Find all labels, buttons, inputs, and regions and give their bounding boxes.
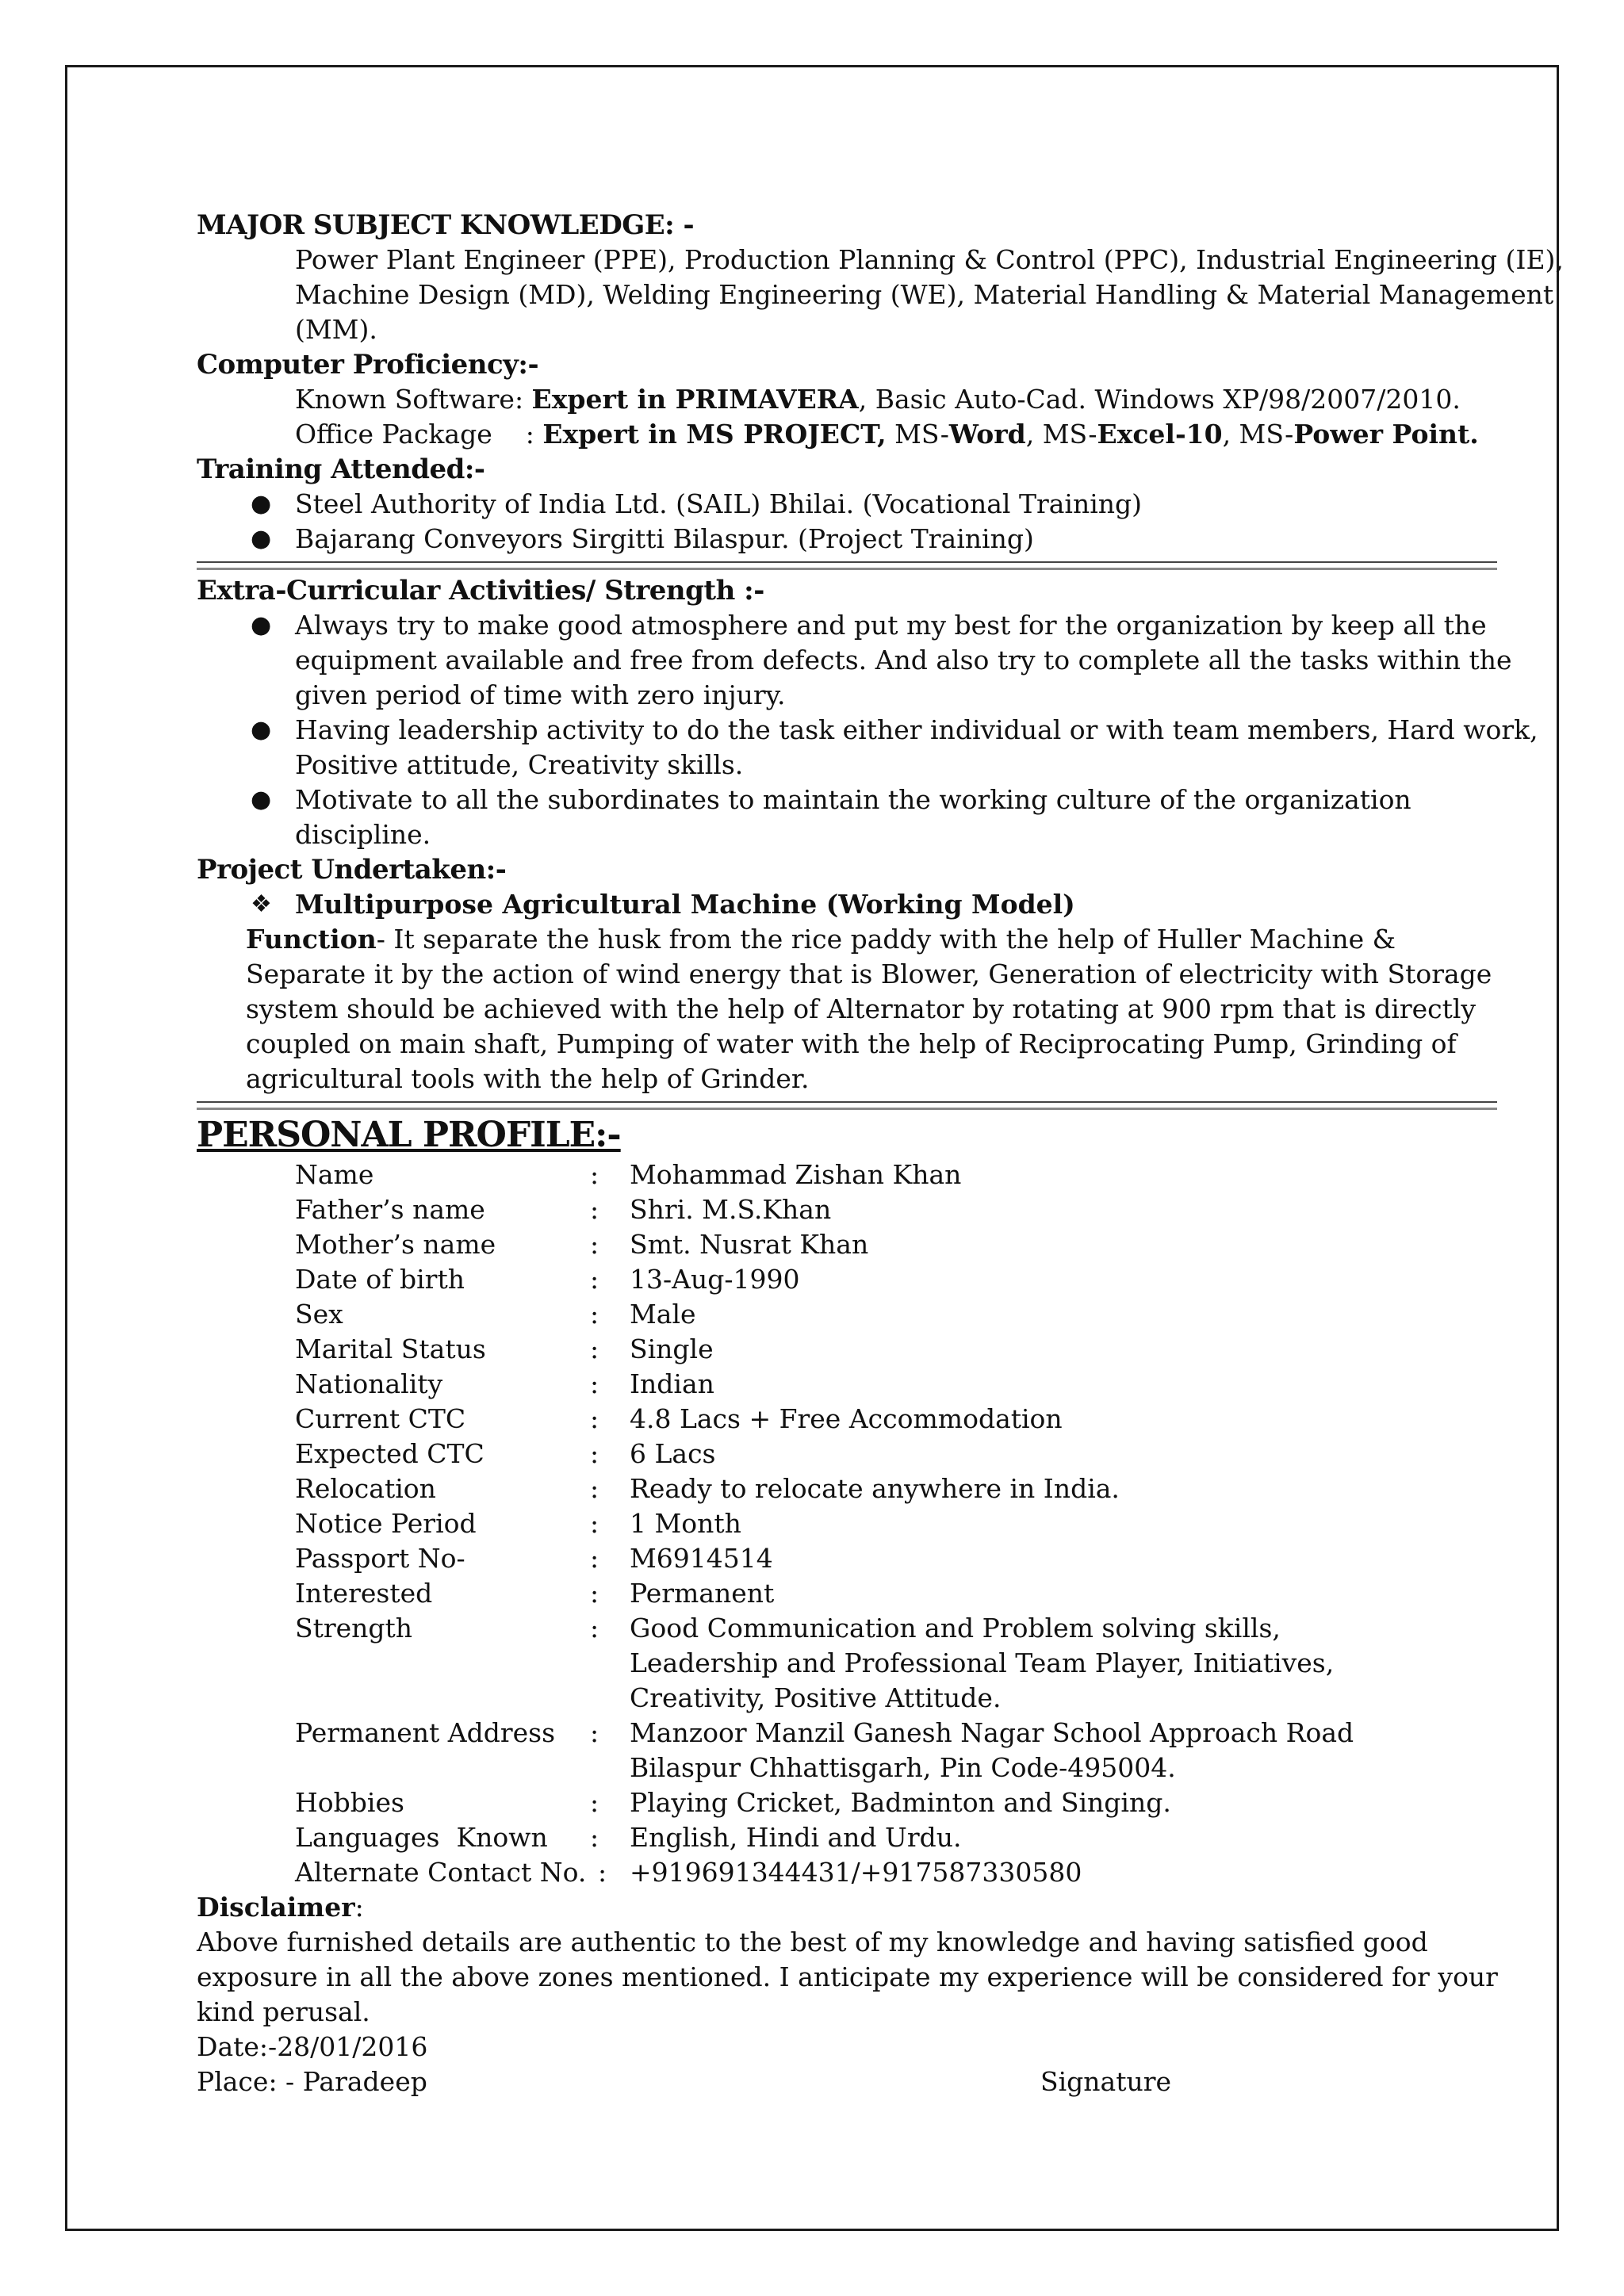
profile-key: Hobbies xyxy=(295,1787,404,1818)
place-text: Place: - Paradeep xyxy=(197,2066,427,2097)
disclaimer-heading-row xyxy=(197,1890,1545,1925)
bullet-icon: ● xyxy=(251,716,272,744)
training-item-text: Bajarang Conveyors Sirgitti Bilaspur. (Project Training) xyxy=(295,523,1034,554)
profile-value: Bilaspur Chhattisgarh, Pin Code-495004. xyxy=(630,1752,1176,1783)
major-subject-line: Machine Design (MD), Welding Engineering (WE), Material Handling & Material Management xyxy=(295,279,1554,310)
profile-colon: : xyxy=(590,1787,599,1818)
profile-key: Permanent Address xyxy=(295,1717,556,1748)
profile-row xyxy=(197,1192,1545,1227)
profile-row xyxy=(197,1437,1545,1471)
profile-key: Relocation xyxy=(295,1473,436,1504)
training-heading: Training Attended:- xyxy=(197,453,485,485)
profile-key: Nationality xyxy=(295,1368,443,1399)
profile-row xyxy=(197,1158,1545,1192)
profile-key: Passport No- xyxy=(295,1543,465,1574)
section-divider xyxy=(197,1101,1497,1110)
profile-colon: : xyxy=(590,1159,599,1190)
profile-key: Current CTC xyxy=(295,1403,466,1434)
profile-value: Indian xyxy=(630,1368,714,1399)
project-heading: Project Undertaken:- xyxy=(197,854,507,886)
profile-value: Creativity, Positive Attitude. xyxy=(630,1682,1002,1713)
profile-row xyxy=(197,1820,1545,1855)
bullet-icon: ● xyxy=(251,786,272,813)
major-subject-heading: MAJOR SUBJECT KNOWLEDGE: - xyxy=(197,209,695,241)
profile-row xyxy=(197,1262,1545,1297)
extra-item xyxy=(197,608,1545,713)
profile-key: Mother’s name xyxy=(295,1229,496,1260)
profile-value: Smt. Nusrat Khan xyxy=(630,1229,869,1260)
profile-colon: : xyxy=(590,1299,599,1330)
diamond-bullet-icon: ❖ xyxy=(251,890,272,918)
profile-key: Marital Status xyxy=(295,1334,486,1364)
project-function xyxy=(197,922,1499,1096)
profile-value: English, Hindi and Urdu. xyxy=(630,1822,962,1853)
profile-key: Notice Period xyxy=(295,1508,477,1539)
profile-colon: : xyxy=(590,1543,599,1574)
office-powerpoint: Power Point. xyxy=(1293,419,1479,450)
disclaimer-colon: : xyxy=(354,1892,364,1923)
extra-item-text: Motivate to all the subordinates to maintain the working culture of the organization discipline. xyxy=(295,784,1411,850)
bullet-icon: ● xyxy=(251,525,272,553)
extra-item-text: Always try to make good atmosphere and put my best for the organization by keep all the equipment available and free from defects. And also try to complete all the tasks within the given period of time with zero injury. xyxy=(295,610,1512,710)
office-expert: Expert in MS PROJECT, xyxy=(542,419,887,450)
profile-colon: : xyxy=(590,1717,599,1748)
profile-value: +919691344431/+917587330580 xyxy=(630,1857,1082,1888)
profile-key: Sex xyxy=(295,1299,343,1330)
profile-value: Good Communication and Problem solving skills, xyxy=(630,1613,1281,1644)
profile-row xyxy=(197,1402,1545,1437)
profile-value: Male xyxy=(630,1299,696,1330)
profile-colon: : xyxy=(590,1194,599,1225)
profile-colon: : xyxy=(590,1403,599,1434)
profile-key: Strength xyxy=(295,1613,413,1644)
profile-colon: : xyxy=(590,1229,599,1260)
profile-value: 6 Lacs xyxy=(630,1438,716,1469)
disclaimer-heading: Disclaimer xyxy=(197,1892,355,1923)
profile-value: Single xyxy=(630,1334,714,1364)
extra-item-text: Having leadership activity to do the task either individual or with team members, Hard work, Positive attitude, Creativity skills. xyxy=(295,714,1538,780)
known-software-expert: Expert in PRIMAVERA xyxy=(531,384,859,415)
profile-row xyxy=(197,1332,1545,1367)
major-subject-line: Power Plant Engineer (PPE), Production Planning & Control (PPC), Industrial Engineering (IE), xyxy=(295,244,1564,275)
profile-key: Father’s name xyxy=(295,1194,485,1225)
profile-row-strength xyxy=(197,1611,1545,1716)
office-excel: Excel-10 xyxy=(1097,419,1223,450)
profile-value: Shri. M.S.Khan xyxy=(630,1194,832,1225)
profile-row xyxy=(197,1227,1545,1262)
profile-key: Name xyxy=(295,1159,374,1190)
profile-row-address xyxy=(197,1716,1545,1785)
known-software-label: Known Software: xyxy=(295,384,532,415)
profile-row xyxy=(197,1855,1545,1890)
office-package-line xyxy=(197,417,1545,452)
profile-row xyxy=(197,1297,1545,1332)
profile-colon: : xyxy=(590,1438,599,1469)
profile-row xyxy=(197,1506,1545,1541)
profile-row xyxy=(197,1576,1545,1611)
profile-colon: : xyxy=(590,1613,599,1644)
profile-row xyxy=(197,1471,1545,1506)
place-signature-line xyxy=(197,2064,1545,2099)
profile-value: Permanent xyxy=(630,1578,775,1609)
training-item xyxy=(197,487,1545,522)
profile-value: 4.8 Lacs + Free Accommodation xyxy=(630,1403,1063,1434)
profile-key: Interested xyxy=(295,1578,433,1609)
profile-value: Leadership and Professional Team Player, Initiatives, xyxy=(630,1647,1335,1678)
known-software-rest: , Basic Auto-Cad. Windows XP/98/2007/2010. xyxy=(858,384,1461,415)
signature-label: Signature xyxy=(1040,2066,1172,2097)
function-label: Function xyxy=(246,924,377,955)
profile-value: Mohammad Zishan Khan xyxy=(630,1159,962,1190)
office-word: Word xyxy=(948,419,1026,450)
profile-row xyxy=(197,1367,1545,1402)
personal-profile-heading: PERSONAL PROFILE:- xyxy=(197,1115,621,1155)
profile-colon: : xyxy=(590,1508,599,1539)
disclaimer-text: Above furnished details are authentic to the best of my knowledge and having satisfied good exposure in all the above zones mentioned. I anticipate my experience will be considered for your kind perusal. xyxy=(197,1927,1498,2027)
extra-curricular-heading: Extra-Curricular Activities/ Strength :- xyxy=(197,575,764,607)
profile-key: Alternate Contact No. xyxy=(295,1857,587,1888)
profile-value: 1 Month xyxy=(630,1508,741,1539)
major-subject-line: (MM). xyxy=(295,314,377,345)
profile-key: Languages Known xyxy=(295,1822,548,1853)
resume-page xyxy=(197,208,1564,2099)
known-software-line xyxy=(197,382,1545,417)
profile-colon: : xyxy=(598,1857,607,1888)
section-divider xyxy=(197,561,1497,570)
profile-key: Expected CTC xyxy=(295,1438,485,1469)
function-text: - It separate the husk from the rice paddy with the help of Huller Machine & Separate it by the action of wind energy that is Blower, Generation of electricity with Storage system should be achieved with the help of Alternator by rotating at 900 rpm that is directly coupled on main shaft, Pumping of water with the help of Reciprocating Pump, Grinding of agricultural tools with the help of Grinder. xyxy=(246,924,1492,1094)
training-item-text: Steel Authority of India Ltd. (SAIL) Bhilai. (Vocational Training) xyxy=(295,488,1143,519)
date-line: Date:-28/01/2016 xyxy=(197,2031,428,2062)
profile-colon: : xyxy=(590,1473,599,1504)
bullet-icon: ● xyxy=(251,611,272,639)
profile-colon: : xyxy=(590,1264,599,1295)
office-sep: MS- xyxy=(886,419,949,450)
training-item xyxy=(197,522,1545,557)
profile-value: M6914514 xyxy=(630,1543,773,1574)
profile-value: Ready to relocate anywhere in India. xyxy=(630,1473,1120,1504)
extra-item xyxy=(197,783,1545,852)
profile-row xyxy=(197,1785,1545,1820)
office-sep: , MS- xyxy=(1222,419,1294,450)
profile-value: Manzoor Manzil Ganesh Nagar School Approach Road xyxy=(630,1717,1354,1748)
project-title: Multipurpose Agricultural Machine (Working Model) xyxy=(295,889,1075,920)
project-title-row xyxy=(197,887,1545,922)
profile-value: 13-Aug-1990 xyxy=(630,1264,800,1295)
extra-item xyxy=(197,713,1545,783)
computer-proficiency-heading: Computer Proficiency:- xyxy=(197,349,539,381)
profile-row xyxy=(197,1541,1545,1576)
profile-value: Playing Cricket, Badminton and Singing. xyxy=(630,1787,1171,1818)
office-sep: , MS- xyxy=(1025,419,1097,450)
profile-colon: : xyxy=(590,1822,599,1853)
office-package-label: Office Package : xyxy=(295,419,543,450)
profile-colon: : xyxy=(590,1368,599,1399)
profile-colon: : xyxy=(590,1578,599,1609)
profile-colon: : xyxy=(590,1334,599,1364)
profile-key: Date of birth xyxy=(295,1264,465,1295)
bullet-icon: ● xyxy=(251,490,272,518)
